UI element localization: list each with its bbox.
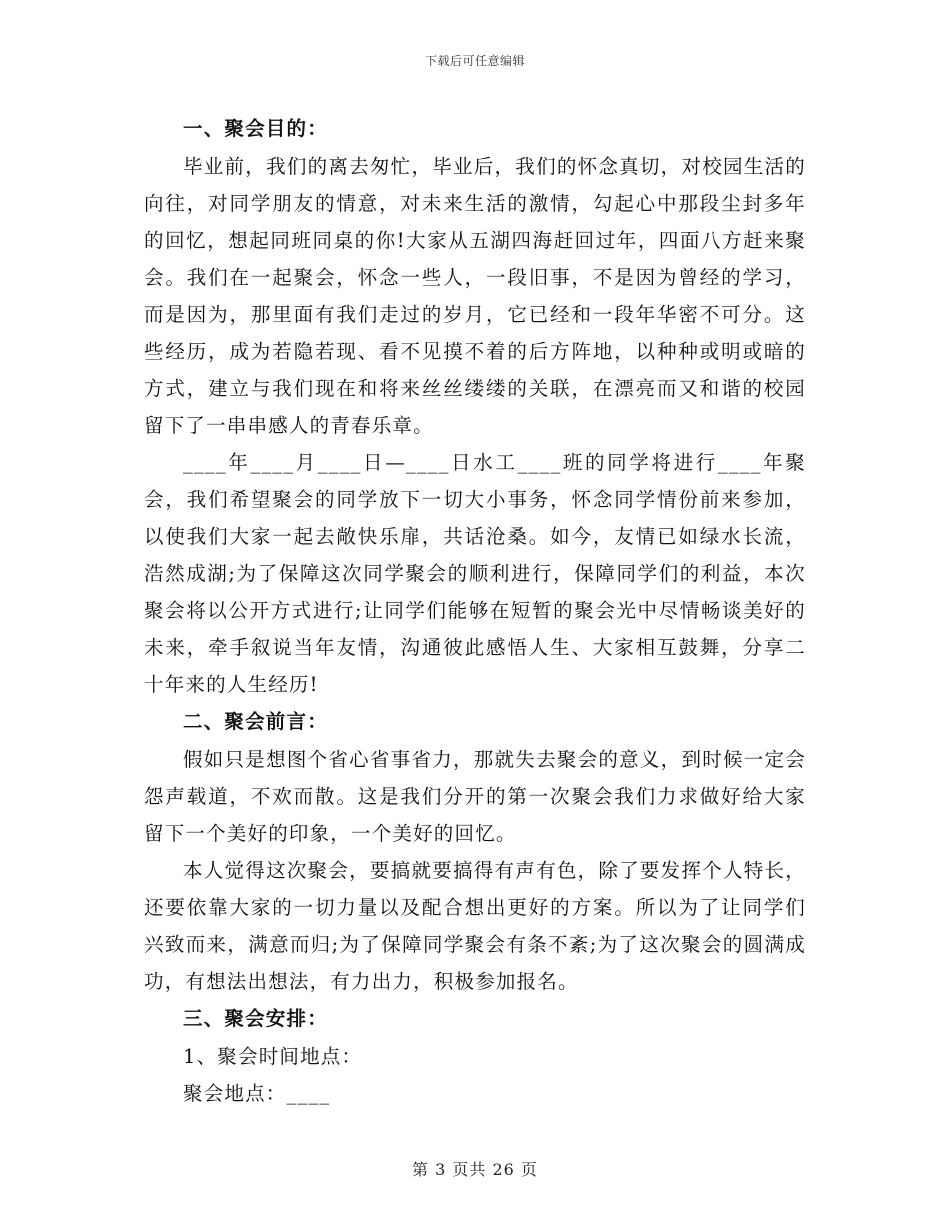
- paragraph: 本人觉得这次聚会，要搞就要搞得有声有色，除了要发挥个人特长，还要依靠大家的一切力量以及配合想出更好的方案。所以为了让同学们兴致而来，满意而归;为了保障同学聚会有条不紊;为了这次聚会的圆满成功，有想法出想法，有力出力，积极参加报名。: [144, 859, 806, 993]
- document-body: [144, 110, 806, 1112]
- paragraph: 毕业前，我们的离去匆忙，毕业后，我们的怀念真切，对校园生活的向往，对同学朋友的情意，对未来生活的激情，勾起心中那段尘封多年的回忆，想起同班同桌的你!大家从五湖四海赶回过年，四面八方赶来聚会。我们在一起聚会，怀念一些人，一段旧事，不是因为曾经的学习，而是因为，那里面有我们走过的岁月，它已经和一段年华密不可分。这些经历，成为若隐若现、看不见摸不着的后方阵地，以种种或明或暗的方式，建立与我们现在和将来丝丝缕缕的关联，在漂亮而又和谐的校园留下了一串串感人的青春乐章。: [144, 155, 806, 437]
- venue-line: 聚会地点：____: [183, 1082, 331, 1105]
- list-item: 1、聚会时间地点：: [183, 1045, 363, 1068]
- page-footer: 第 3 页共 26 页: [412, 1160, 538, 1179]
- paragraph: ____年____月____日—____日水工____班的同学将进行____年聚会，我们希望聚会的同学放下一切大小事务，怀念同学情份前来参加，以使我们大家一起去敞快乐扉，共话沧桑。如今，友情已如绿水长流，浩然成湖;为了保障这次同学聚会的顺利进行，保障同学们的利益，本次聚会将以公开方式进行;让同学们能够在短暂的聚会光中尽情畅谈美好的未来，牵手叙说当年友情，沟通彼此感悟人生、大家相互鼓舞，分享二十年来的人生经历!: [144, 451, 806, 696]
- page-header: 下载后可任意编辑: [424, 54, 525, 68]
- section-heading-arrangement: 三、聚会安排：: [183, 1007, 328, 1030]
- section-heading-preface: 二、聚会前言：: [183, 710, 328, 733]
- section-heading-purpose: 一、聚会目的：: [183, 117, 328, 140]
- paragraph: 假如只是想图个省心省事省力，那就失去聚会的意义，到时候一定会怨声载道，不欢而散。这是我们分开的第一次聚会我们力求做好给大家留下一个美好的印象，一个美好的回忆。: [144, 748, 806, 845]
